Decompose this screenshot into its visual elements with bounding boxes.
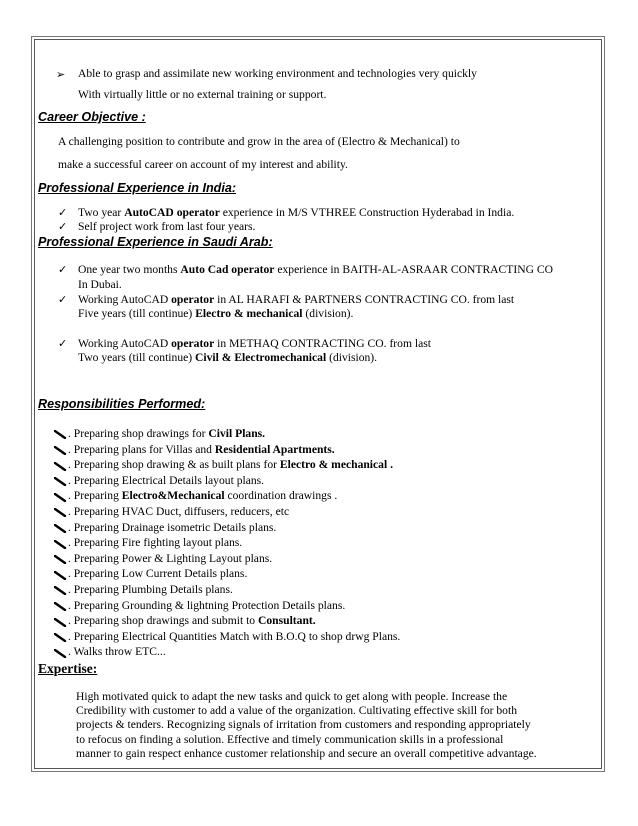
pen-icon xyxy=(54,633,67,641)
list-item: . Preparing Plumbing Details plans. xyxy=(54,582,233,597)
list-item: . Preparing Low Current Details plans. xyxy=(54,566,247,581)
list-item: . Preparing Grounding & lightning Protection Details plans. xyxy=(54,598,345,613)
pen-icon xyxy=(54,649,67,657)
india-experience-heading: Professional Experience in India: xyxy=(38,181,237,195)
intro-line-2: With virtually little or no external training or support. xyxy=(78,88,327,101)
expertise-line: to refocus on finding a solution. Effective and timely communication skills in a professional xyxy=(76,732,504,746)
checkmark-icon: ✓ xyxy=(58,220,68,233)
pen-icon xyxy=(54,571,67,579)
expertise-line: manner to gain respect enhance customer relationship and secure an overall competitive advantage. xyxy=(76,746,537,760)
list-item: . Preparing Power & Lighting Layout plans. xyxy=(54,551,272,566)
expertise-line: projects & tenders. Recognizing signals of irritation from customers and responding appropriately xyxy=(76,718,531,732)
checkmark-icon: ✓ xyxy=(58,337,68,350)
career-line-1: A challenging position to contribute and grow in the area of (Electro & Mechanical) to xyxy=(58,135,460,148)
career-line-2: make a successful career on account of my interest and ability. xyxy=(58,158,348,171)
pen-icon xyxy=(54,477,67,485)
pen-icon xyxy=(54,430,67,438)
responsibilities-heading: Responsibilities Performed: xyxy=(38,397,206,411)
list-item: . Preparing HVAC Duct, diffusers, reducers, etc xyxy=(54,504,289,519)
arrow-bullet-icon: ➢ xyxy=(56,68,66,81)
saudi-item-3: Working AutoCAD operator in METHAQ CONTRACTING CO. from last xyxy=(78,337,431,350)
saudi-item-1: One year two months Auto Cad operator experience in BAITH-AL-ASRAAR CONTRACTING CO xyxy=(78,263,553,276)
india-item-2: Self project work from last four years. xyxy=(78,220,256,233)
pen-icon xyxy=(54,524,67,532)
pen-icon xyxy=(54,540,67,548)
pen-icon xyxy=(54,555,67,563)
list-item: . Preparing plans for Villas and Residential Apartments. xyxy=(54,442,335,457)
list-item: . Preparing Electrical Details layout plans. xyxy=(54,473,264,488)
list-item: . Preparing Electro&Mechanical coordination drawings . xyxy=(54,488,337,503)
india-item-1: Two year AutoCAD operator experience in M/S VTHREE Construction Hyderabad in India. xyxy=(78,206,515,219)
pen-icon xyxy=(54,462,67,470)
saudi-experience-heading: Professional Experience in Saudi Arab: xyxy=(38,235,273,249)
list-item: . Preparing shop drawing & as built plans for Electro & mechanical . xyxy=(54,457,393,472)
pen-icon xyxy=(54,508,67,516)
checkmark-icon: ✓ xyxy=(58,206,68,219)
pen-icon xyxy=(54,493,67,501)
saudi-item-2: Working AutoCAD operator in AL HARAFI & PARTNERS CONTRACTING CO. from last xyxy=(78,293,515,306)
expertise-line: High motivated quick to adapt the new tasks and quick to get along with people. Increase the xyxy=(76,690,508,703)
intro-line-1: Able to grasp and assimilate new working environment and technologies very quickly xyxy=(78,67,477,80)
list-item: . Walks throw ETC... xyxy=(54,644,166,659)
pen-icon xyxy=(54,446,67,454)
saudi-item-2-line-2: Five years (till continue) Electro & mechanical (division). xyxy=(78,307,354,320)
pen-icon xyxy=(54,618,67,626)
list-item: . Preparing shop drawings for Civil Plans. xyxy=(54,426,265,441)
list-item: . Preparing Drainage isometric Details plans. xyxy=(54,520,276,535)
expertise-heading: Expertise: xyxy=(38,661,98,676)
checkmark-icon: ✓ xyxy=(58,263,68,276)
saudi-item-1-line-2: In Dubai. xyxy=(78,278,122,291)
checkmark-icon: ✓ xyxy=(58,293,68,306)
career-objective-heading: Career Objective : xyxy=(38,110,146,124)
saudi-item-3-line-2: Two years (till continue) Civil & Electromechanical (division). xyxy=(78,351,378,364)
list-item: . Preparing Fire fighting layout plans. xyxy=(54,535,242,550)
expertise-line: Credibility with customer to add a value of the organization. Cultivating effective skill for both xyxy=(76,704,517,718)
pen-icon xyxy=(54,602,67,610)
pen-icon xyxy=(54,586,67,594)
list-item: . Preparing shop drawings and submit to Consultant. xyxy=(54,613,316,628)
list-item: . Preparing Electrical Quantities Match with B.O.Q to shop drwg Plans. xyxy=(54,629,400,644)
